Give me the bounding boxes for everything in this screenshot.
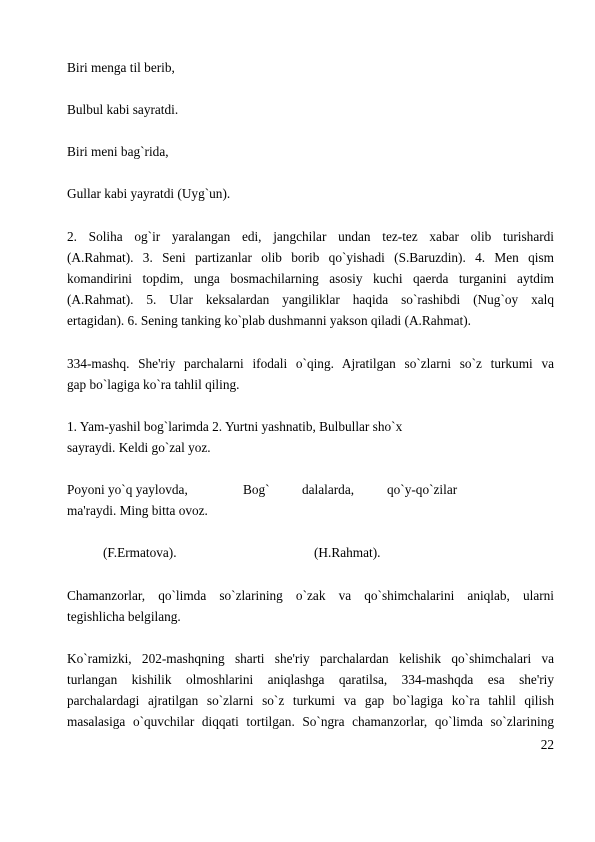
poem-excerpt-fragment: Bog`	[243, 482, 270, 497]
paragraph-line: Ko`ramizki, 202-mashqning sharti she'riy parchalardan kelishik qo`shimchalari va	[67, 651, 554, 666]
poem-line: Bulbul kabi sayratdi.	[67, 102, 179, 117]
author-attribution: (H.Rahmat).	[314, 545, 381, 560]
paragraph-line: turlangan kishilik olmoshlarini aniqlashga qaratilsa, 334-mashqda esa she'riy	[67, 672, 554, 687]
paragraph-line: (A.Rahmat). 5. Ular keksalardan yangiliklar haqida so`rashibdi (Nug`oy xalq	[67, 292, 554, 307]
paragraph-line: (A.Rahmat). 3. Seni partizanlar olib borib qo`yishadi (S.Baruzdin). 4. Men qism	[67, 250, 554, 265]
poem-excerpt-line: ma'raydi. Ming bitta ovoz.	[67, 503, 208, 518]
poem-excerpt-line: sayraydi. Keldi go`zal yoz.	[67, 440, 211, 455]
paragraph-line: Chamanzorlar, qo`limda so`zlarining o`zak va qo`shimchalarini aniqlab, ularni	[67, 588, 554, 603]
paragraph-line: ertagidan). 6. Sening tanking ko`plab dushmanni yakson qiladi (A.Rahmat).	[67, 313, 471, 328]
exercise-line: gap bo`lagiga ko`ra tahlil qiling.	[67, 377, 240, 392]
paragraph-line: komandirini topdim, unga bosmachilarning asosiy kuchi qaerda turganini aytdim	[67, 271, 554, 286]
exercise-heading-line: 334-mashq. She'riy parchalarni ifodali o`qing. Ajratilgan so`zlarni so`z turkumi va	[67, 356, 554, 371]
poem-line: Gullar kabi yayratdi (Uyg`un).	[67, 186, 231, 201]
page-number: 22	[540, 737, 554, 752]
paragraph-line: 2. Soliha og`ir yaralangan edi, jangchilar undan tez-tez xabar olib turishardi	[67, 229, 554, 244]
poem-excerpt-fragment: qo`y-qo`zilar	[387, 482, 458, 497]
poem-excerpt-fragment: Poyoni yo`q yaylovda,	[67, 482, 188, 497]
poem-line: Biri meni bag`rida,	[67, 144, 169, 159]
poem-excerpt-fragment: dalalarda,	[302, 482, 355, 497]
poem-line: Biri menga til berib,	[67, 60, 175, 75]
paragraph-line: tegishlicha belgilang.	[67, 609, 181, 624]
paragraph-line: masalasiga o`quvchilar diqqati tortilgan. So`ngra chamanzorlar, qo`limda so`zlarining	[67, 714, 554, 729]
paragraph-line: parchalardagi ajratilgan so`zlarni so`z turkumi va gap bo`lagiga ko`ra tahlil qilish	[67, 693, 554, 708]
author-attribution: (F.Ermatova).	[103, 545, 177, 560]
poem-excerpt-line: 1. Yam-yashil bog`larimda 2. Yurtni yashnatib, Bulbullar sho`x	[67, 419, 403, 434]
